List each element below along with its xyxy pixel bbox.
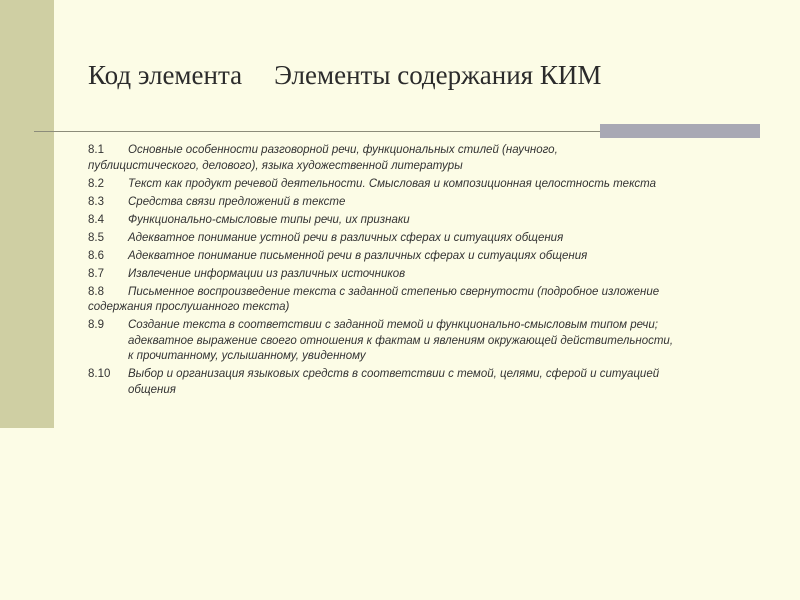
- list-item: [88, 213, 768, 229]
- list-item: [88, 231, 768, 247]
- list-item: [88, 195, 768, 211]
- item-code: 8.2: [88, 177, 104, 190]
- item-text: [128, 318, 768, 365]
- item-line: содержания прослушанного текста): [88, 301, 290, 313]
- item-code: 8.10: [88, 368, 111, 380]
- item-text: [128, 231, 768, 247]
- list-item: [88, 143, 768, 174]
- item-code: 8.4: [88, 213, 104, 226]
- title-divider: [34, 131, 600, 132]
- item-line: публицистического, делового), языка художественной литературы: [88, 159, 463, 172]
- list-item: [88, 318, 768, 365]
- item-text: [128, 195, 768, 211]
- item-line: Текст как продукт речевой деятельности. Смысловая и композиционная целостность текста: [128, 177, 656, 190]
- list-item: [88, 177, 768, 193]
- item-code: 8.3: [88, 195, 104, 208]
- title-left: Код элемента: [88, 60, 243, 90]
- item-text: [128, 367, 768, 398]
- title-right: Элементы содержания КИМ: [274, 60, 602, 90]
- item-line: Извлечение информации из различных источников: [128, 267, 406, 280]
- list-item: [88, 367, 768, 398]
- item-code: 8.6: [88, 249, 104, 262]
- item-line: общения: [128, 383, 176, 396]
- accent-block: [600, 124, 760, 138]
- item-line: Адекватное понимание устной речи в различных сферах и ситуациях общения: [128, 231, 564, 244]
- list-item: [88, 249, 768, 265]
- item-code: 8.5: [88, 231, 104, 244]
- list-item: [88, 285, 768, 316]
- item-text: [128, 177, 768, 193]
- item-text: [128, 213, 768, 229]
- item-line: Адекватное понимание письменной речи в различных сферах и ситуациях общения: [128, 249, 588, 262]
- item-line: Выбор и организация языковых средств в соответствии с темой, целями, сферой и ситуацией: [128, 368, 660, 380]
- item-line: Создание текста в соответствии с заданной темой и функционально-смысловым типом речи;: [128, 319, 658, 331]
- item-line: Функционально-смысловые типы речи, их признаки: [128, 213, 410, 226]
- item-code: 8.8: [88, 285, 104, 298]
- item-line: адекватное выражение своего отношения к фактам и явлениям окружающей действительности,: [128, 334, 674, 347]
- item-text: [128, 267, 768, 283]
- item-text: [128, 249, 768, 265]
- content-list: [88, 143, 768, 401]
- item-code: 8.9: [88, 319, 104, 331]
- side-bar: [0, 0, 54, 428]
- item-code: 8.7: [88, 267, 104, 280]
- item-line: к прочитанному, услышанному, увиденному: [128, 350, 366, 362]
- item-code: 8.1: [88, 144, 104, 156]
- item-line: Письменное воспроизведение текста с заданной степенью свернутости (подробное изложение: [128, 285, 660, 298]
- item-line: Основные особенности разговорной речи, функциональных стилей (научного,: [128, 144, 558, 156]
- item-line: Средства связи предложений в тексте: [128, 195, 346, 208]
- slide-title: [88, 58, 788, 92]
- list-item: [88, 267, 768, 283]
